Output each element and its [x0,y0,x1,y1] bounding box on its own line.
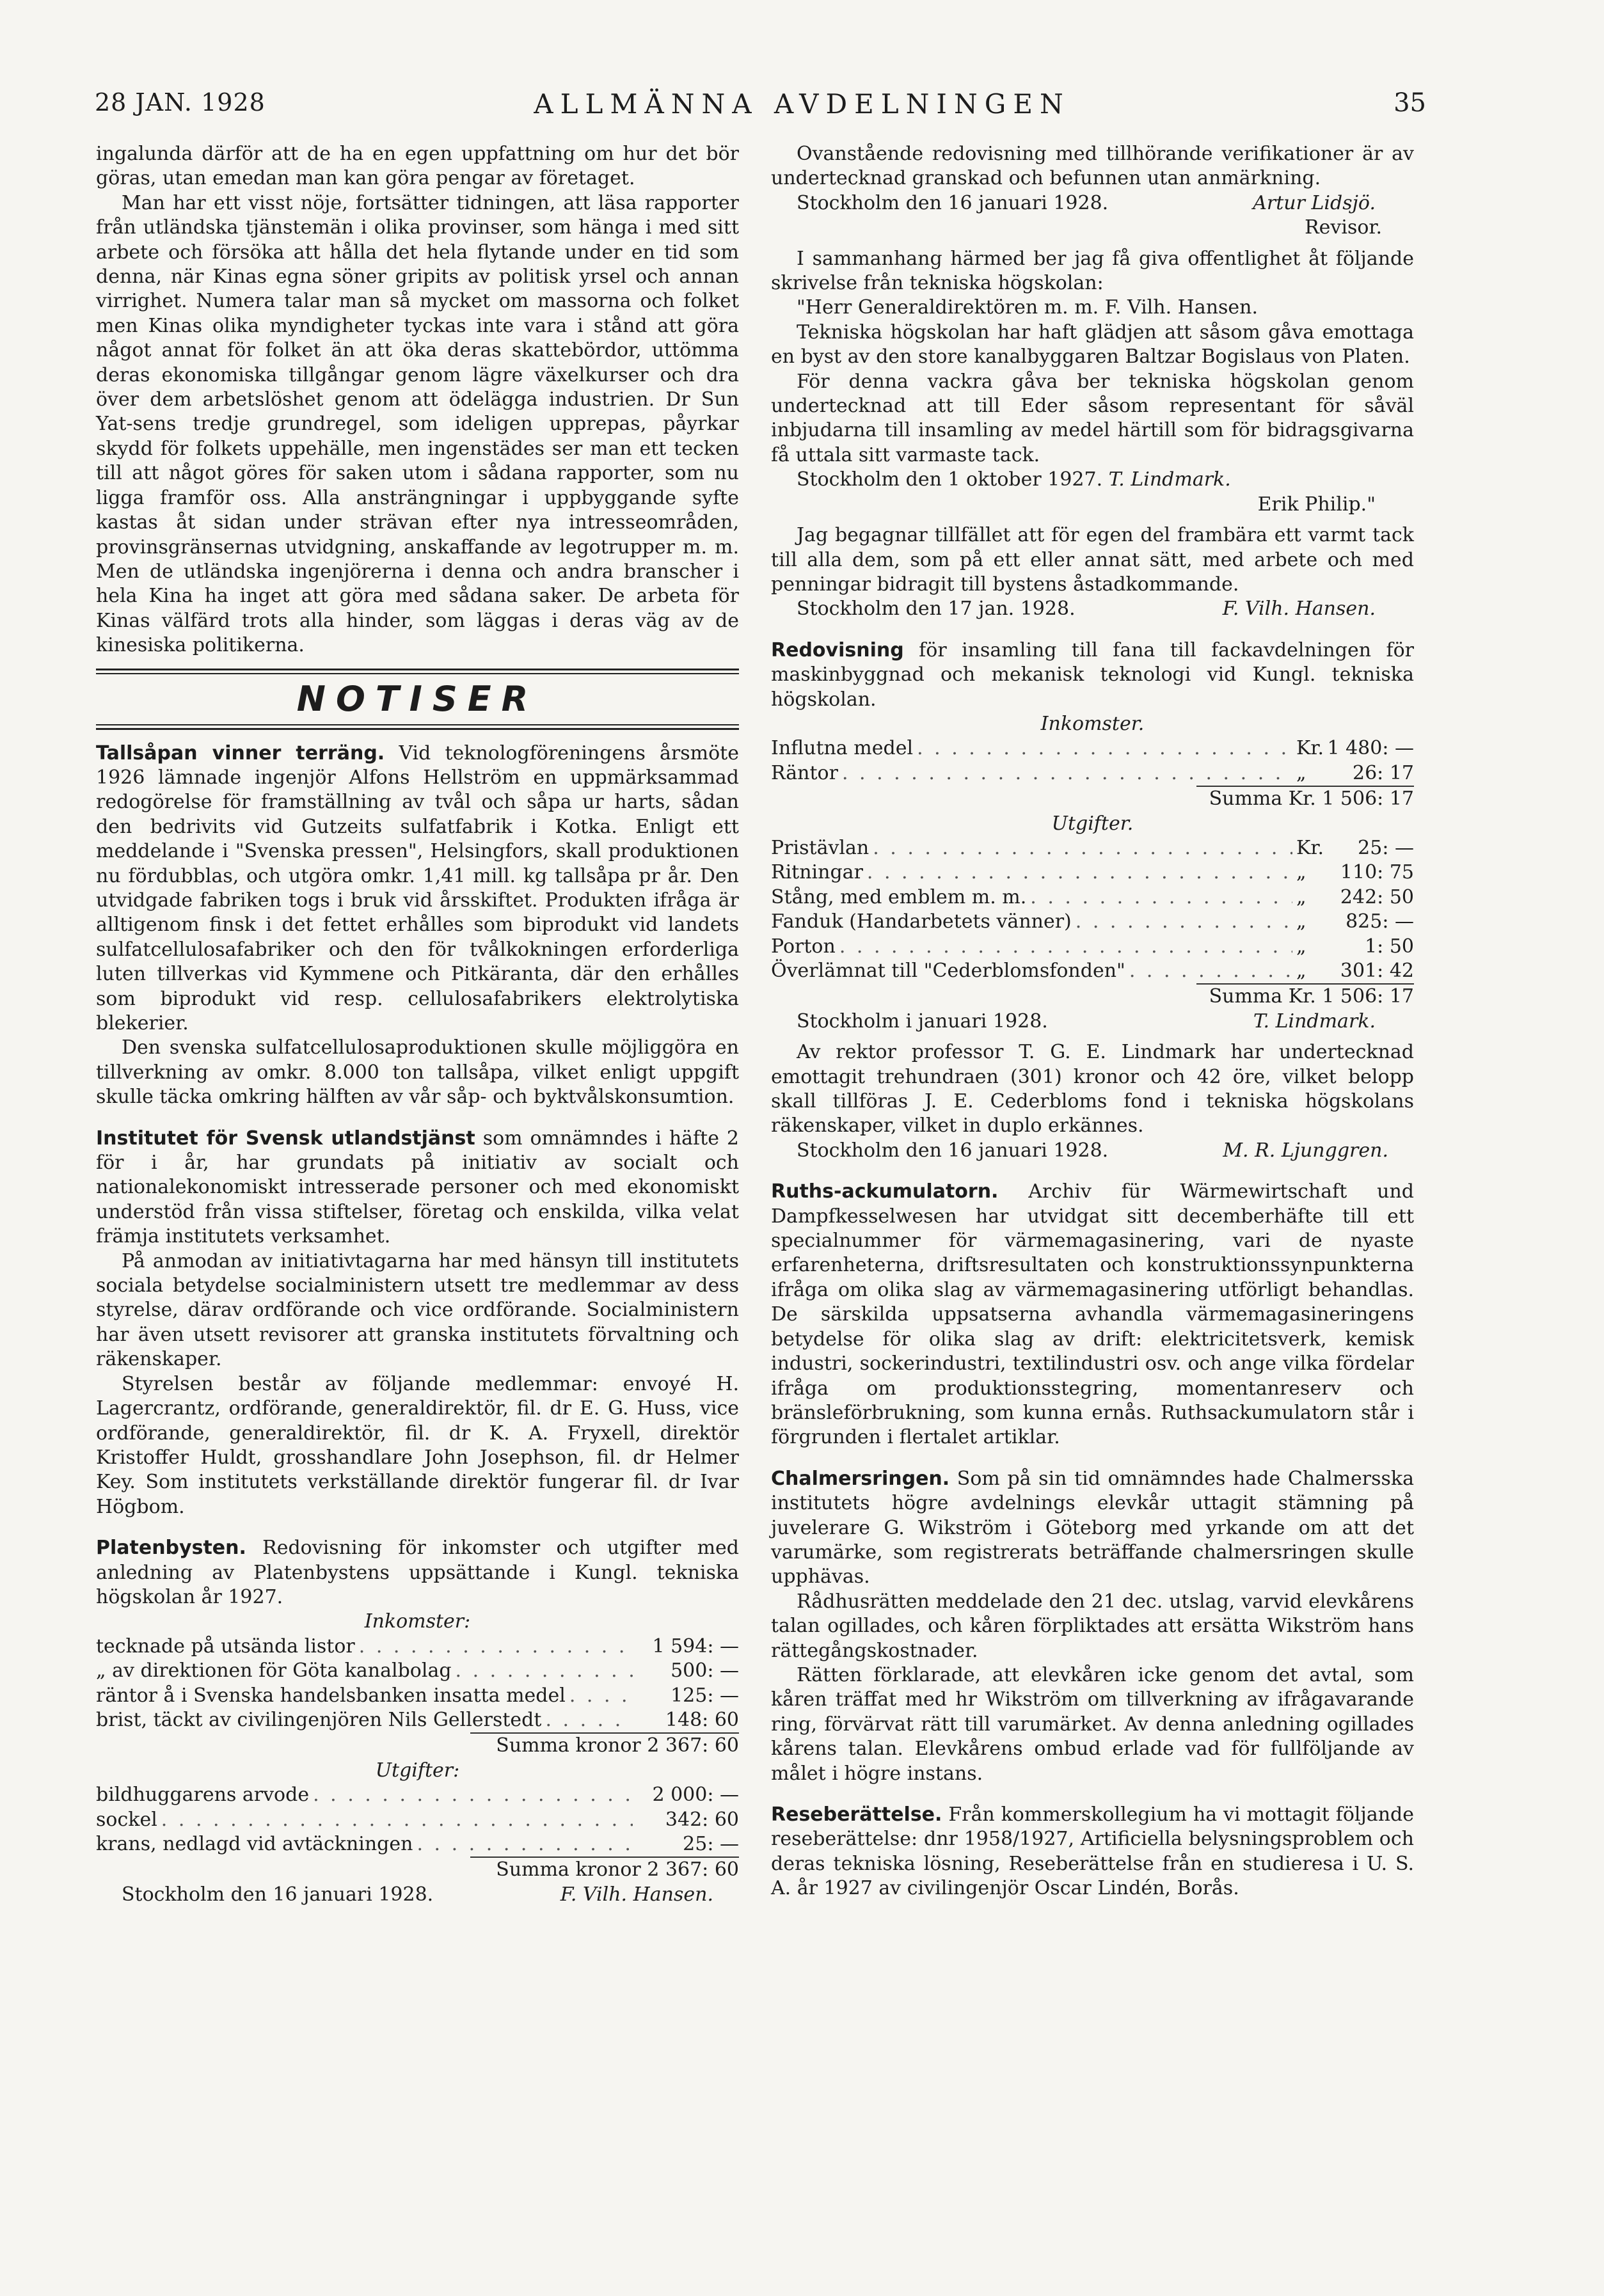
thanks-signature [771,597,1414,621]
redovisning-text: för insamling till fana till fackavdelningen för maskinbyggnad och mekanisk teknologi vid Kungl. tekniska högskolan. [771,638,1414,711]
signer: F. Vilh. Hansen. [560,1883,713,1906]
income-sum: Summa Kr. 1 506: 17 [1209,788,1414,811]
ledger-amount: 1 594: — [652,1635,739,1658]
ledger-amount: 825: — [1346,910,1414,933]
fana-ledger [771,712,1414,1034]
ledger-amount: 242: 50 [1340,885,1414,908]
leader-dots [917,736,1292,761]
left-column [96,142,739,1907]
signer: Artur Lidsjö. [1253,191,1376,214]
auditor-role: Revisor. [1305,216,1382,239]
institutet-paragraph-3: Styrelsen består av följande medlemmar: envoyé H. Lagercrantz, ordförande, generaldirektör, fil. dr E. G. Huss, vice ordförande, generaldirektör, fil. dr K. A. Fryxell, direktör Kristoffer Huldt, grosshandlare John Josephson, fil. dr Helmer Key. Som institutets verkställande direktör fungerar fil. dr Ivar Högbom. [96,1372,739,1518]
ledger-amount: 110: 75 [1340,861,1414,884]
ledger-amount: 1 480: — [1327,737,1414,760]
ledger-currency: „ [1296,935,1306,958]
tekniska-paragraph: I sammanhang härmed ber jag få giva offentlighet åt följande skrivelse från tekniska högskolan: [771,247,1414,295]
ledger-label: Stång, med emblem m. m. [771,885,1027,908]
ledger-amount: 1: 50 [1365,935,1414,958]
ledger-label: brist, täckt av civilingenjören Nils Gellerstedt [96,1708,542,1731]
leader-dots [1030,885,1292,910]
thanks-paragraph: Jag begagnar tillfället att för egen del frambära ett varmt tack till alla dem, som på ett eller annat sätt, med arbete och med penningar bidragit till bystens åstadkommande. [771,524,1414,596]
ledger-label: bildhuggarens arvode [96,1784,310,1807]
chalmers-heading: Chalmersringen. [771,1467,950,1490]
ledger-amount: 25: — [683,1833,739,1855]
ledger-row [96,1808,739,1832]
letter-salutation: "Herr Generaldirektören m. m. F. Vilh. Hansen. [797,296,1259,319]
platenbysten-paragraph [96,1536,739,1610]
ledger-signature [96,1883,739,1907]
place-date: Stockholm den 16 januari 1928. [797,1139,1109,1162]
leader-dots [359,1635,633,1659]
expense-rows [96,1783,739,1857]
ledger-row [771,910,1414,934]
redovisning-paragraph [771,638,1414,712]
institutet-text: som omnämndes i häfte 2 för i år, har grundats på initiativ av socialt och nationalekonomiskt intresserade personer och med ekonomiskt understöd från vissa stiftelser, företag och enskilda, vilka velat främja institutets verksamhet. [96,1127,739,1248]
tallsapa-paragraph-1 [96,741,739,1036]
ledger-label: Fanduk (Handarbetets vänner) [771,910,1072,933]
leader-dots [873,836,1292,860]
leader-dots [313,1783,633,1807]
page-number: 35 [1394,88,1426,118]
chalmers-paragraph-1 [771,1467,1414,1590]
leader-dots [1129,959,1292,983]
expense-sum: Summa kronor 2 367: 60 [496,1858,739,1881]
chalmers-text: Som på sin tid omnämndes hade Chalmersska institutets högre avdelnings elevkår uttagit stämning på juvelerare G. Wikström i Göteborg med yrkande om att det varumärke, som registrerats beträffande chalmersringen skulle upphävas. [771,1467,1414,1588]
ledger-amount: 2 000: — [652,1784,739,1807]
ledger-row [771,860,1414,885]
ledger-currency: Kr. [1296,737,1324,760]
ledger-label: krans, nedlagd vid avtäckningen [96,1833,413,1855]
ledger-label: Räntor [771,761,838,784]
income-title: Inkomster. [1040,712,1145,735]
ledger-row [771,885,1414,910]
ledger-row [771,959,1414,983]
ledger-label: sockel [96,1808,157,1831]
income-rows [96,1635,739,1733]
ledger-row [96,1832,739,1857]
expense-sum: Summa Kr. 1 506: 17 [1209,985,1414,1008]
institutet-paragraph-1 [96,1127,739,1249]
expense-title: Utgifter. [1051,812,1134,835]
ruths-paragraph [771,1180,1414,1450]
tallsapa-paragraph-2: Den svenska sulfatcellulosaproduktionen skulle möjliggöra en tillverkning av omkr. 8.000 ton tallsåpa, vilket enligt uppgift skulle täcka omkring hälften av vår såp- och byktvålskonsumtion. [96,1036,739,1109]
leader-dots [842,761,1292,786]
ledger-signature [771,1009,1414,1034]
rektor-signature [771,1139,1414,1163]
tallsapa-text: Vid teknologföreningens årsmöte 1926 lämnade ingenjör Alfons Hellström en uppmärksammad redogörelse för framställning av tvål och såpa ur harts, sådan den bedrivits vid Gutzeits sulfatfabrik i Kotka. Enligt ett meddelande i "Svenska pressen", Helsingfors, skall produktionen nu fördubblas, och utgöra omkr. 1,41 mill. kg tallsåpa pr år. Den utvidgade fabriken togs i bruk vid årsskiftet. Produkten ifråga är alltigenom finsk i det fettet erhålles som biprodukt vid landets sulfatcellulosafabriker och den för tvålkokningen erforderliga luten tillverkas vid Kymmene och Pitkäranta, där den erhålles som biprodukt vid resp. cellulosafabrikers elektrolytiska blekerier. [96,741,739,1034]
reseberattelse-paragraph [771,1803,1414,1901]
ledger-amount: 148: 60 [665,1708,739,1731]
leader-dots [417,1832,633,1857]
chalmers-paragraph-3: Rätten förklarade, att elevkåren icke genom det avtal, som kåren träffat med hr Wikström om tillverkning av ifrågavarande ring, förvärvat rätt till varumärket. Av denna anledning ogillades kårens talan. Elevkårens ombud erlade vad för fullföljande av målet i högre instans. [771,1663,1414,1785]
place-date: Stockholm i januari 1928. [797,1009,1048,1033]
institutet-heading: Institutet för Svensk utlandstjänst [96,1127,475,1150]
leader-dots [839,935,1292,959]
tallsapa-heading: Tallsåpan vinner terräng. [96,741,385,764]
expense-rows [771,836,1414,983]
ledger-label: Pristävlan [771,836,869,859]
banner-bottom-rule [96,724,739,730]
notiser-banner [96,669,739,730]
ledger-currency: „ [1296,885,1306,908]
audit-signature [771,191,1414,216]
ledger-row [96,1684,739,1708]
ledger-row [771,736,1414,761]
reseberattelse-text: Från kommerskollegium ha vi mottagit följande reseberättelse: dnr 1958/1927, Artificiella belysningsproblem och deras tekniska lösning, Reseberättelse från en studieresa i U. S. A. år 1927 av civilingenjör Oscar Lindén, Borås. [771,1803,1414,1900]
ledger-label: Influtna medel [771,737,914,760]
ledger-row [771,836,1414,860]
chalmers-paragraph-2: Rådhusrätten meddelade den 21 dec. utslag, varvid elevkårens talan ogillades, och kåren förpliktades att ersätta Wikström hans rättegångskostnader. [771,1590,1414,1662]
notiser-title: NOTISER [296,678,539,719]
issue-date: 28 JAN. 1928 [95,88,266,116]
letter-signer-2: Erik Philip." [1257,493,1376,516]
ledger-row [771,935,1414,959]
ruths-heading: Ruths-ackumulatorn. [771,1180,999,1203]
place-date: Stockholm den 17 jan. 1928. [797,598,1076,621]
leader-dots [867,860,1292,885]
ledger-row [96,1783,739,1807]
place-date: Stockholm den 1 oktober 1927. [797,468,1103,491]
ledger-amount: 500: — [671,1659,739,1682]
institutet-paragraph-2: På anmodan av initiativtagarna har med hänsyn till institutets sociala betydelse socialministern utsett tre medlemmar av dess styrelse, därav ordförande och vice ordförande. Socialministern har även utsett revisorer att granska institutets förvaltning och räkenskaper. [96,1249,739,1371]
ledger-label: „ av direktionen för Göta kanalbolag [96,1659,452,1682]
ledger-amount: 25: — [1358,836,1414,859]
expense-title: Utgifter: [375,1759,460,1782]
letter-paragraph-1: Tekniska högskolan har haft glädjen att såsom gåva emottaga en byst av den store kanalbyggaren Baltzar Bogislaus von Platen. [771,321,1414,368]
ruths-text: Archiv für Wärmewirtschaft und Dampfkesselwesen har utvidgat sitt decemberhäfte till ett specialnummer för värmemagasinering, vari de nyaste erfarenheterna, driftsresultaten och konstruktionssynpunkterna ifråga om olika slag av värmemagasinering utförligt behandlas. De särskilda uppsatserna avhandla värmemagasineringens betydelse för olika slag av drift: elektricitetsverk, kemisk industri, sockerindustri, textilindustri osv. och ange vilka fördelar ifråga om produktionsstegring, momentanreserv och bränsleförbrukning, som kunna ernås. Ruthsackumulatorn står i förgrunden i flertalet artiklar. [771,1180,1414,1449]
signer: T. Lindmark. [1253,1009,1376,1033]
ledger-amount: 125: — [671,1684,739,1707]
banner-top-rule [96,669,739,674]
ledger-label: Ritningar [771,861,863,884]
leader-dots [569,1684,633,1708]
leader-dots [456,1659,633,1683]
leader-dots [161,1808,633,1832]
income-rows [771,736,1414,786]
leader-dots [1076,910,1292,934]
ledger-row [96,1708,739,1732]
ledger-row [96,1659,739,1683]
platenbysten-heading: Platenbysten. [96,1537,246,1560]
platenbysten-ledger [96,1610,739,1907]
letter-signature [771,468,1414,492]
ledger-row [771,761,1414,786]
ledger-currency: „ [1296,861,1306,884]
rektor-paragraph: Av rektor professor T. G. E. Lindmark har undertecknad emottagit trehundraen (301) kronor och 42 öre, vilket belopp skall tillföras J. E. Cederbloms fond i tekniska högskolans räkenskaper, vilket in duplo erkännes. [771,1041,1414,1137]
redovisning-heading: Redovisning [771,638,904,661]
platenbysten-text: Redovisning för inkomster och utgifter med anledning av Platenbystens uppsättande i Kungl. tekniska högskolan år 1927. [96,1537,739,1608]
china-paragraph: Man har ett visst nöje, fortsätter tidningen, att läsa rapporter från utländska tjänstemän i olika provinser, som hänga i med sitt arbete och försöka att hålla det hela flytande under en tid som denna, när Kinas egna söner gripits av politisk yrsel och annan virrighet. Numera talar man så mycket om massorna och folket men Kinas olika myndigheter tyckas inte vara i stånd att göra något annat för folket än att öka deras skattebördor, uttömma deras ekonomiska tillgångar genom lägre växelkurser och dra över dem arbetslöshet genom att ödelägga industrien. Dr Sun Yat-sens tredje grundregel, som ideligen upprepas, påyrkar skydd för folkets uppehälle, men ingenstädes ser man ett tecken till att något göres för saken utom i sådana rapporter, som nu ligga framför oss. Alla ansträngningar i uppbyggande syfte kastas åt sidan under strävan efter nya intresseområden, provinsgränsernas utvidgning, anskaffande av legotrupper m. m. Men de utländska ingenjörerna i denna och andra branscher i hela Kina ha inget att göra med sådana saker. De arbeta för Kinas välfärd trots alla hinder, som läggas i deras väg av de kinesiska politikerna. [96,191,739,657]
reseberattelse-heading: Reseberättelse. [771,1803,942,1826]
ledger-amount: 342: 60 [665,1808,739,1831]
income-title: Inkomster: [364,1610,471,1633]
ledger-label: Överlämnat till "Cederblomsfonden" [771,960,1125,982]
audit-paragraph: Ovanstående redovisning med tillhörande verifikationer är av undertecknad granskad och befunnen utan anmärkning. [771,143,1414,190]
leader-dots [545,1708,633,1732]
signer: T. Lindmark. [1108,468,1231,491]
income-sum: Summa kronor 2 367: 60 [496,1734,739,1757]
running-title: ALLMÄNNA AVDELNINGEN [534,88,1070,120]
ledger-label: tecknade på utsända listor [96,1635,355,1658]
signer: M. R. Ljunggren. [1223,1139,1388,1162]
ledger-label: räntor å i Svenska handelsbanken insatta medel [96,1684,566,1707]
signer: F. Vilh. Hansen. [1222,598,1376,621]
intro-paragraph: ingalunda därför att de ha en egen uppfattning om hur det bör göras, utan emedan man kan göra pengar av företaget. [96,143,739,190]
ledger-currency: „ [1296,761,1306,784]
ledger-amount: 301: 42 [1340,960,1414,982]
ledger-currency: Kr. [1296,836,1324,859]
ledger-label: Porton [771,935,836,958]
ledger-amount: 26: 17 [1353,761,1414,784]
right-column [771,142,1414,1901]
ledger-currency: „ [1296,910,1306,933]
place-date: Stockholm den 16 januari 1928. [122,1883,434,1906]
letter-paragraph-2: För denna vackra gåva ber tekniska högskolan genom undertecknad att till Eder såsom representant för såväl inbjudarna till insamling av medel härtill som för bidragsgivarna få uttala sitt varmaste tack. [771,370,1414,466]
ledger-currency: „ [1296,960,1306,982]
place-date: Stockholm den 16 januari 1928. [797,191,1109,214]
ledger-row [96,1635,739,1659]
